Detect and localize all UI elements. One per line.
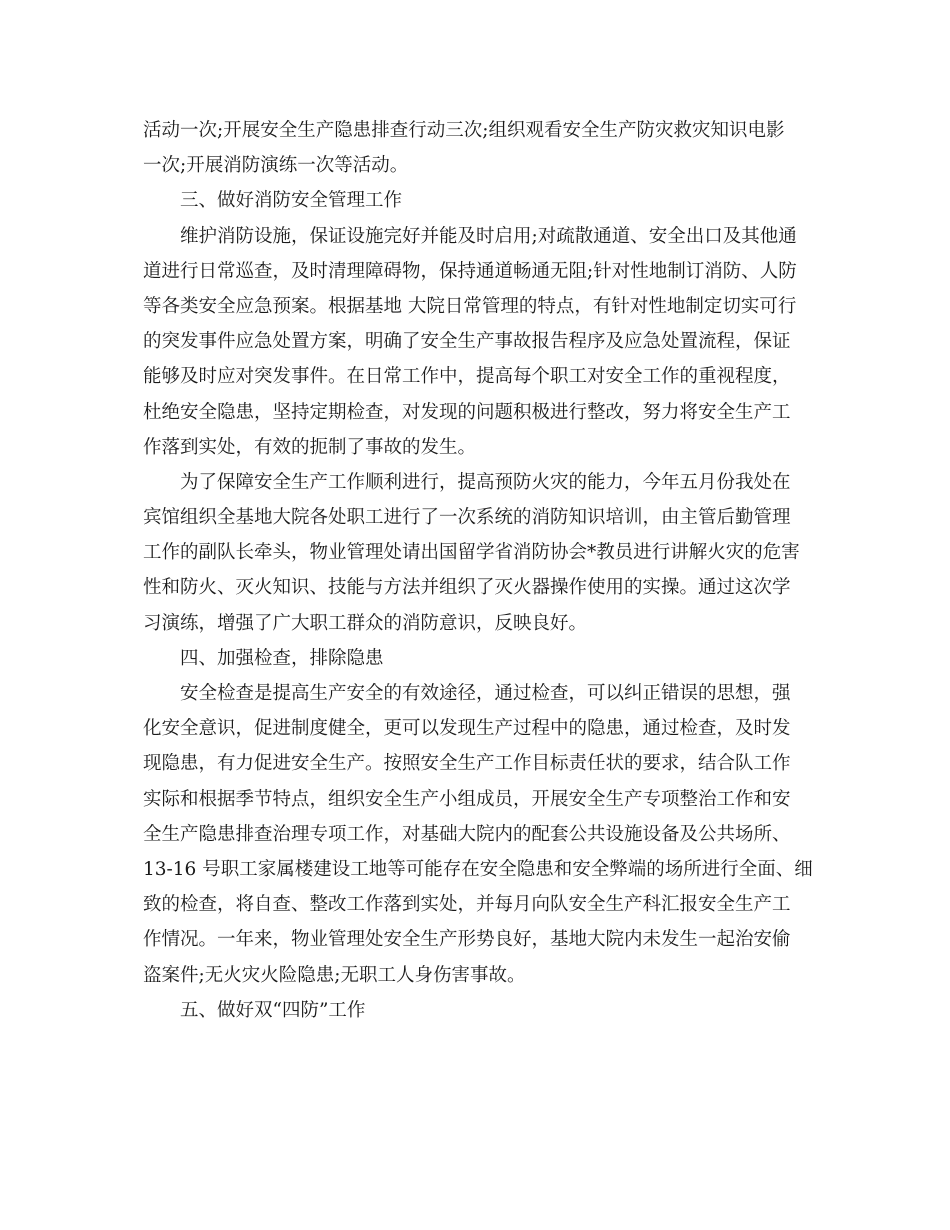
text-line: 等各类安全应急预案。根据基地 大院日常管理的特点，有针对性地制定切实可行 [143, 295, 797, 317]
text-line: 为了保障安全生产工作顺利进行，提高预防火灾的能力，今年五月份我处在 [180, 471, 791, 493]
text-line: 现隐患，有力促进安全生产。按照安全生产工作目标责任状的要求，结合队工作 [143, 753, 791, 775]
text-line: 性和防火、灭火知识、技能与方法并组织了灭火器操作使用的实操。通过这次学 [143, 577, 791, 599]
text-line: 化安全意识，促进制度健全，更可以发现生产过程中的隐患，通过检查，及时发 [143, 718, 791, 740]
text-line: 能够及时应对突发事件。在日常工作中，提高每个职工对安全工作的重视程度， [143, 366, 791, 388]
text-line: 的突发事件应急处置方案，明确了安全生产事故报告程序及应急处置流程，保证 [143, 331, 791, 353]
text-line: 全生产隐患排查治理专项工作，对基础大院内的配套公共设施设备及公共场所、 [143, 823, 791, 845]
text-line: 作情况。一年来，物业管理处安全生产形势良好，基地大院内未发生一起治安偷 [143, 929, 791, 951]
text-line: 宾馆组织全基地大院各处职工进行了一次系统的消防知识培训，由主管后勤管理 [143, 507, 791, 529]
text-line: 一次;开展消防演练一次等活动。 [143, 155, 409, 177]
text-line: 工作的副队长牵头，物业管理处请出国留学省消防协会*教员进行讲解火灾的危害 [143, 542, 800, 564]
text-line: 盗案件;无火灾火险隐患;无职工人身伤害事故。 [143, 964, 526, 986]
text-line: 维护消防设施，保证设施完好并能及时启用;对疏散通道、安全出口及其他通 [180, 225, 797, 247]
text-line: 安全检查是提高生产安全的有效途径，通过检查，可以纠正错误的思想，强 [180, 683, 791, 704]
text-line: 实际和根据季节特点，组织安全生产小组成员，开展安全生产专项整治工作和安 [143, 788, 791, 810]
text-line: 作落到实处，有效的扼制了事故的发生。 [143, 436, 477, 458]
text-line: 致的检查，将自查、整改工作落到实处，并每月向队安全生产科汇报安全生产工 [143, 894, 791, 916]
text-line: 杜绝安全隐患，坚持定期检查，对发现的问题积极进行整改，努力将安全生产工 [143, 401, 791, 423]
section-heading: 五、做好双“四防”工作 [180, 999, 366, 1021]
section-heading: 四、加强检查，排除隐患 [180, 647, 384, 669]
text-line: 习演练，增强了广大职工群众的消防意识，反映良好。 [143, 612, 588, 634]
document-body [143, 113, 813, 1028]
text-line: 活动一次;开展安全生产隐患排查行动三次;组织观看安全生产防灾救灾知识电影 [143, 120, 785, 141]
text-line: 道进行日常巡查，及时清理障碍物，保持通道畅通无阻;针对性地制订消防、人防 [143, 260, 797, 282]
section-heading: 三、做好消防安全管理工作 [180, 190, 403, 212]
text-line: 13-16 号职工家属楼建设工地等可能存在安全隐患和安全弊端的场所进行全面、细 [143, 858, 813, 880]
